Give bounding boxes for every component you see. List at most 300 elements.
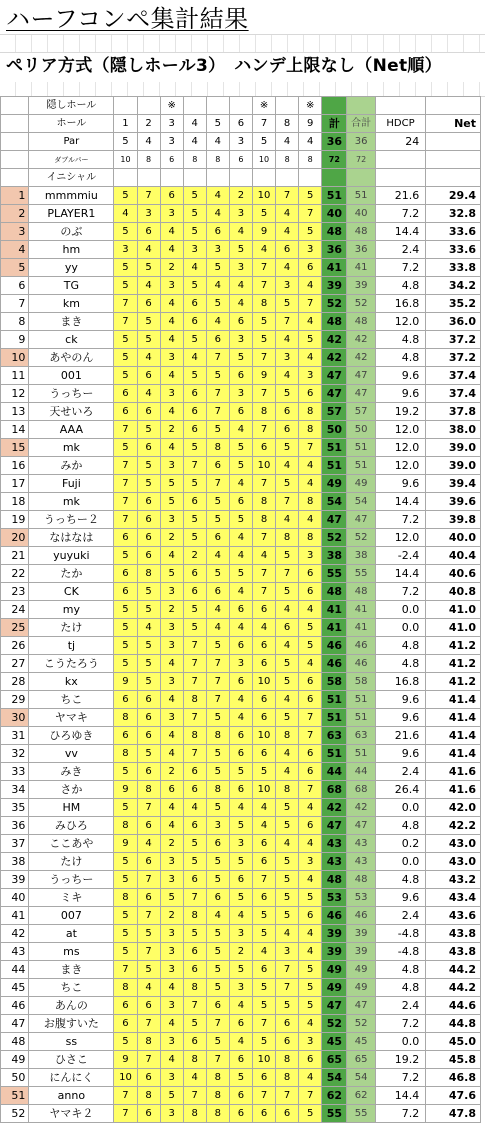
net-score: 44.2 [426, 961, 481, 979]
par-value: 4 [276, 133, 299, 151]
rank-number: 5 [1, 259, 29, 277]
player-name: my [29, 601, 114, 619]
rank-number: 12 [1, 385, 29, 403]
hole-score: 6 [252, 853, 275, 871]
hole-score: 6 [229, 781, 252, 799]
score-total: 39 [322, 943, 347, 961]
hole-score: 4 [206, 619, 229, 637]
hole-score: 4 [276, 511, 299, 529]
handicap-value: 4.8 [375, 277, 425, 295]
hole-score: 7 [183, 1087, 206, 1105]
hole-score: 5 [299, 961, 322, 979]
table-row [1, 1033, 481, 1051]
hole-score: 7 [206, 403, 229, 421]
rank-number: 29 [1, 691, 29, 709]
hole-score: 2 [229, 943, 252, 961]
net-score: 41.6 [426, 763, 481, 781]
hole-score: 9 [252, 367, 275, 385]
hole-score: 4 [160, 241, 183, 259]
hole-score: 5 [114, 223, 137, 241]
hole-score: 6 [114, 1015, 137, 1033]
rank-number: 27 [1, 655, 29, 673]
hole-score: 5 [114, 907, 137, 925]
net-header: Net [426, 115, 481, 133]
score-total2: 41 [347, 601, 375, 619]
score-total2: 52 [347, 295, 375, 313]
hole-score: 6 [229, 313, 252, 331]
blank-cell [206, 169, 229, 187]
handicap-value: 9.6 [375, 367, 425, 385]
player-name: ちこ [29, 691, 114, 709]
hole-score: 4 [206, 907, 229, 925]
table-row [1, 619, 481, 637]
hole-score: 4 [299, 1015, 322, 1033]
hole-score: 8 [206, 727, 229, 745]
table-row [1, 259, 481, 277]
hole-score: 7 [299, 781, 322, 799]
hole-score: 7 [206, 475, 229, 493]
double-par-value: 8 [183, 151, 206, 169]
rank-number: 43 [1, 943, 29, 961]
rank-number: 24 [1, 601, 29, 619]
par-value: 4 [137, 133, 160, 151]
handicap-value: -4.8 [375, 925, 425, 943]
hole-score: 6 [229, 637, 252, 655]
hole-score: 6 [252, 655, 275, 673]
hole-score: 5 [137, 259, 160, 277]
hole-score: 5 [114, 871, 137, 889]
rank-number: 22 [1, 565, 29, 583]
hole-score: 4 [276, 637, 299, 655]
hole-score: 6 [299, 1051, 322, 1069]
hole-score: 7 [114, 493, 137, 511]
score-total: 53 [322, 889, 347, 907]
hole-score: 4 [276, 331, 299, 349]
table-row [1, 943, 481, 961]
net-score: 43.4 [426, 889, 481, 907]
handicap-value: 9.6 [375, 475, 425, 493]
hole-score: 6 [252, 889, 275, 907]
player-name: にんにく [29, 1069, 114, 1087]
hole-score: 6 [137, 439, 160, 457]
table-row [1, 529, 481, 547]
hole-score: 4 [229, 547, 252, 565]
blank-cell [299, 169, 322, 187]
rank-number: 49 [1, 1051, 29, 1069]
hole-score: 8 [252, 403, 275, 421]
player-name: km [29, 295, 114, 313]
handicap-value: 0.0 [375, 799, 425, 817]
hole-score: 5 [183, 205, 206, 223]
hole-score: 3 [229, 385, 252, 403]
hole-score: 7 [276, 565, 299, 583]
hole-score: 4 [183, 259, 206, 277]
score-total: 41 [322, 619, 347, 637]
hole-score: 6 [252, 439, 275, 457]
score-table [0, 96, 481, 1123]
hole-score: 3 [160, 997, 183, 1015]
hole-score: 4 [229, 619, 252, 637]
hole-score: 4 [137, 277, 160, 295]
hole-score: 7 [183, 745, 206, 763]
score-total2: 48 [347, 313, 375, 331]
hole-score: 5 [137, 313, 160, 331]
handicap-value: 21.6 [375, 727, 425, 745]
hole-score: 6 [229, 1105, 252, 1123]
hole-score: 3 [160, 637, 183, 655]
score-total: 57 [322, 403, 347, 421]
hole-score: 6 [137, 1105, 160, 1123]
score-total: 51 [322, 709, 347, 727]
hole-score: 6 [276, 619, 299, 637]
player-name: yuyuki [29, 547, 114, 565]
handicap-value: 2.4 [375, 907, 425, 925]
hole-score: 8 [114, 709, 137, 727]
handicap-value: 7.2 [375, 583, 425, 601]
rank-number: 33 [1, 763, 29, 781]
hole-score: 2 [160, 529, 183, 547]
double-par-value: 8 [137, 151, 160, 169]
net-score: 40.6 [426, 565, 481, 583]
hidden-hole-mark [114, 97, 137, 115]
handicap-value: 4.8 [375, 961, 425, 979]
hole-score: 6 [137, 997, 160, 1015]
blank-cell [229, 169, 252, 187]
hole-score: 5 [137, 457, 160, 475]
rank-number: 26 [1, 637, 29, 655]
hole-score: 4 [299, 1069, 322, 1087]
hole-score: 4 [206, 277, 229, 295]
hole-score: 5 [276, 853, 299, 871]
hole-score: 5 [183, 925, 206, 943]
hole-score: 7 [137, 1051, 160, 1069]
hole-score: 4 [137, 241, 160, 259]
score-table-body [1, 97, 481, 1123]
hole-score: 5 [206, 943, 229, 961]
hole-score: 4 [299, 835, 322, 853]
net-score: 41.4 [426, 709, 481, 727]
hole-score: 2 [160, 835, 183, 853]
blank-total2-cell [347, 97, 375, 115]
table-row [1, 583, 481, 601]
player-name: mk [29, 493, 114, 511]
player-name: tj [29, 637, 114, 655]
handicap-value: 16.8 [375, 295, 425, 313]
handicap-value: 12.0 [375, 457, 425, 475]
score-total2: 43 [347, 835, 375, 853]
score-total: 52 [322, 529, 347, 547]
table-row [1, 709, 481, 727]
rank-number: 37 [1, 835, 29, 853]
score-total: 47 [322, 385, 347, 403]
hole-score: 5 [183, 1015, 206, 1033]
hole-score: 10 [252, 781, 275, 799]
hole-score: 4 [183, 799, 206, 817]
player-name: みき [29, 763, 114, 781]
hole-score: 7 [183, 709, 206, 727]
hole-score: 6 [299, 385, 322, 403]
hole-score: 5 [206, 961, 229, 979]
hole-score: 4 [160, 313, 183, 331]
player-name: 007 [29, 907, 114, 925]
handicap-value: 14.4 [375, 1087, 425, 1105]
table-row [1, 1105, 481, 1123]
handicap-value: 7.2 [375, 205, 425, 223]
hole-score: 7 [206, 655, 229, 673]
hole-score: 4 [276, 835, 299, 853]
hole-score: 4 [160, 745, 183, 763]
rank-number: 30 [1, 709, 29, 727]
hole-score: 3 [160, 205, 183, 223]
double-par-value: 8 [206, 151, 229, 169]
hole-score: 5 [183, 223, 206, 241]
hole-score: 5 [252, 331, 275, 349]
player-name: mk [29, 439, 114, 457]
hole-score: 4 [229, 475, 252, 493]
handicap-value: 12.0 [375, 529, 425, 547]
hole-score: 5 [229, 565, 252, 583]
hole-score: 5 [183, 853, 206, 871]
score-total2: 38 [347, 547, 375, 565]
score-total2: 44 [347, 763, 375, 781]
table-row [1, 457, 481, 475]
hole-score: 6 [276, 1015, 299, 1033]
table-row [1, 565, 481, 583]
hole-score: 7 [137, 871, 160, 889]
hole-score: 5 [206, 421, 229, 439]
net-score: 44.6 [426, 997, 481, 1015]
hole-score: 5 [114, 1033, 137, 1051]
rank-number: 13 [1, 403, 29, 421]
hole-score: 6 [137, 763, 160, 781]
handicap-value: 7.2 [375, 259, 425, 277]
rank-number: 17 [1, 475, 29, 493]
hole-score: 5 [206, 259, 229, 277]
score-total2: 51 [347, 187, 375, 205]
hole-score: 5 [206, 799, 229, 817]
hole-score: 6 [252, 691, 275, 709]
hole-score: 5 [276, 907, 299, 925]
hole-score: 8 [206, 1069, 229, 1087]
hole-score: 7 [114, 457, 137, 475]
rank-number: 40 [1, 889, 29, 907]
hole-score: 5 [276, 997, 299, 1015]
hole-score: 3 [299, 1033, 322, 1051]
table-row [1, 799, 481, 817]
rank-number: 34 [1, 781, 29, 799]
hole-score: 5 [137, 331, 160, 349]
hole-score: 5 [299, 889, 322, 907]
hole-score: 5 [299, 619, 322, 637]
handicap-value: 16.8 [375, 673, 425, 691]
hole-score: 4 [229, 295, 252, 313]
score-total: 39 [322, 277, 347, 295]
score-total: 49 [322, 979, 347, 997]
score-total: 52 [322, 295, 347, 313]
hole-score: 7 [183, 655, 206, 673]
hole-score: 7 [137, 943, 160, 961]
hole-score: 2 [160, 763, 183, 781]
hole-score: 7 [114, 961, 137, 979]
hole-score: 4 [276, 691, 299, 709]
hole-score: 8 [137, 565, 160, 583]
hole-score: 3 [114, 241, 137, 259]
player-name: みひろ [29, 817, 114, 835]
blank-cell [1, 133, 29, 151]
net-score: 42.0 [426, 799, 481, 817]
rank-number: 4 [1, 241, 29, 259]
hole-score: 6 [252, 637, 275, 655]
hole-score: 4 [299, 349, 322, 367]
hole-score: 5 [252, 1033, 275, 1051]
hole-score: 5 [229, 241, 252, 259]
hole-score: 8 [276, 529, 299, 547]
hole-score: 3 [299, 547, 322, 565]
table-row [1, 493, 481, 511]
hole-score: 4 [252, 943, 275, 961]
hole-score: 5 [114, 763, 137, 781]
score-total2: 65 [347, 1051, 375, 1069]
hole-score: 3 [160, 619, 183, 637]
handicap-value: 14.4 [375, 223, 425, 241]
hole-score: 4 [160, 817, 183, 835]
hole-score: 8 [206, 439, 229, 457]
hole-score: 6 [229, 673, 252, 691]
net-score: 41.4 [426, 691, 481, 709]
score-total: 55 [322, 565, 347, 583]
hole-score: 5 [183, 529, 206, 547]
hole-score: 6 [229, 1051, 252, 1069]
hole-score: 7 [114, 1087, 137, 1105]
net-score: 43.8 [426, 925, 481, 943]
hole-score: 5 [114, 637, 137, 655]
hole-score: 5 [114, 601, 137, 619]
hole-score: 7 [252, 529, 275, 547]
hole-score: 6 [137, 853, 160, 871]
hole-score: 5 [206, 637, 229, 655]
hole-score: 6 [299, 583, 322, 601]
hole-score: 6 [183, 313, 206, 331]
hole-score: 8 [183, 691, 206, 709]
double-par-value: 6 [229, 151, 252, 169]
hole-score: 5 [299, 331, 322, 349]
hole-score: 5 [252, 907, 275, 925]
rank-number: 36 [1, 817, 29, 835]
hole-score: 4 [137, 349, 160, 367]
score-total2: 41 [347, 619, 375, 637]
hole-score: 5 [276, 817, 299, 835]
hole-score: 5 [206, 709, 229, 727]
hole-score: 5 [276, 871, 299, 889]
hole-score: 5 [137, 655, 160, 673]
hole-score: 6 [114, 691, 137, 709]
rank-number: 35 [1, 799, 29, 817]
hole-score: 6 [252, 961, 275, 979]
hole-score: 6 [183, 1033, 206, 1051]
hole-score: 7 [114, 511, 137, 529]
hole-score: 6 [137, 709, 160, 727]
hole-score: 4 [160, 331, 183, 349]
player-name: ヤマキ [29, 709, 114, 727]
rank-number: 10 [1, 349, 29, 367]
blank-cell [160, 169, 183, 187]
rank-number: 1 [1, 187, 29, 205]
hole-score: 10 [114, 1069, 137, 1087]
hole-score: 7 [252, 421, 275, 439]
hole-score: 3 [160, 1069, 183, 1087]
score-total: 40 [322, 205, 347, 223]
hole-score: 6 [183, 385, 206, 403]
hole-score: 7 [206, 673, 229, 691]
player-name: なはなは [29, 529, 114, 547]
hole-score: 4 [160, 367, 183, 385]
score-total: 47 [322, 817, 347, 835]
total2-header: 合計 [347, 115, 375, 133]
hole-score: 5 [276, 385, 299, 403]
hidden-hole-mark [183, 97, 206, 115]
handicap-value: 26.4 [375, 781, 425, 799]
table-row [1, 835, 481, 853]
hole-score: 5 [160, 493, 183, 511]
blank-total-cell [322, 97, 347, 115]
hole-score: 6 [137, 817, 160, 835]
score-total: 47 [322, 511, 347, 529]
rank-number: 14 [1, 421, 29, 439]
player-name: 天せいろ [29, 403, 114, 421]
hole-score: 4 [137, 979, 160, 997]
handicap-value: 14.4 [375, 493, 425, 511]
hole-score: 5 [114, 349, 137, 367]
hole-score: 5 [206, 871, 229, 889]
hole-score: 6 [252, 709, 275, 727]
hole-score: 6 [114, 583, 137, 601]
hole-score: 4 [206, 547, 229, 565]
double-par-value: 8 [299, 151, 322, 169]
hole-score: 5 [137, 583, 160, 601]
hole-score: 7 [137, 799, 160, 817]
player-name: ヤマキ２ [29, 1105, 114, 1123]
hole-score: 6 [183, 565, 206, 583]
table-row [1, 961, 481, 979]
hole-score: 3 [299, 367, 322, 385]
table-row [1, 385, 481, 403]
hole-score: 6 [276, 1105, 299, 1123]
handicap-value: 7.2 [375, 511, 425, 529]
hidden-hole-mark [276, 97, 299, 115]
handicap-value: 12.0 [375, 421, 425, 439]
handicap-value: 19.2 [375, 403, 425, 421]
hole-score: 6 [299, 259, 322, 277]
hole-score: 5 [252, 313, 275, 331]
score-total2: 39 [347, 277, 375, 295]
rank-number: 51 [1, 1087, 29, 1105]
hole-score: 4 [160, 979, 183, 997]
handicap-value: 4.8 [375, 817, 425, 835]
hole-score: 4 [252, 241, 275, 259]
hole-score: 7 [206, 1015, 229, 1033]
hole-score: 5 [276, 475, 299, 493]
net-score: 29.4 [426, 187, 481, 205]
rank-number: 16 [1, 457, 29, 475]
table-row [1, 817, 481, 835]
hole-score: 8 [299, 421, 322, 439]
table-row [1, 187, 481, 205]
rank-number: 50 [1, 1069, 29, 1087]
hole-score: 5 [276, 889, 299, 907]
hole-score: 7 [137, 907, 160, 925]
hidden-hole-mark: ※ [299, 97, 322, 115]
hole-score: 8 [206, 781, 229, 799]
